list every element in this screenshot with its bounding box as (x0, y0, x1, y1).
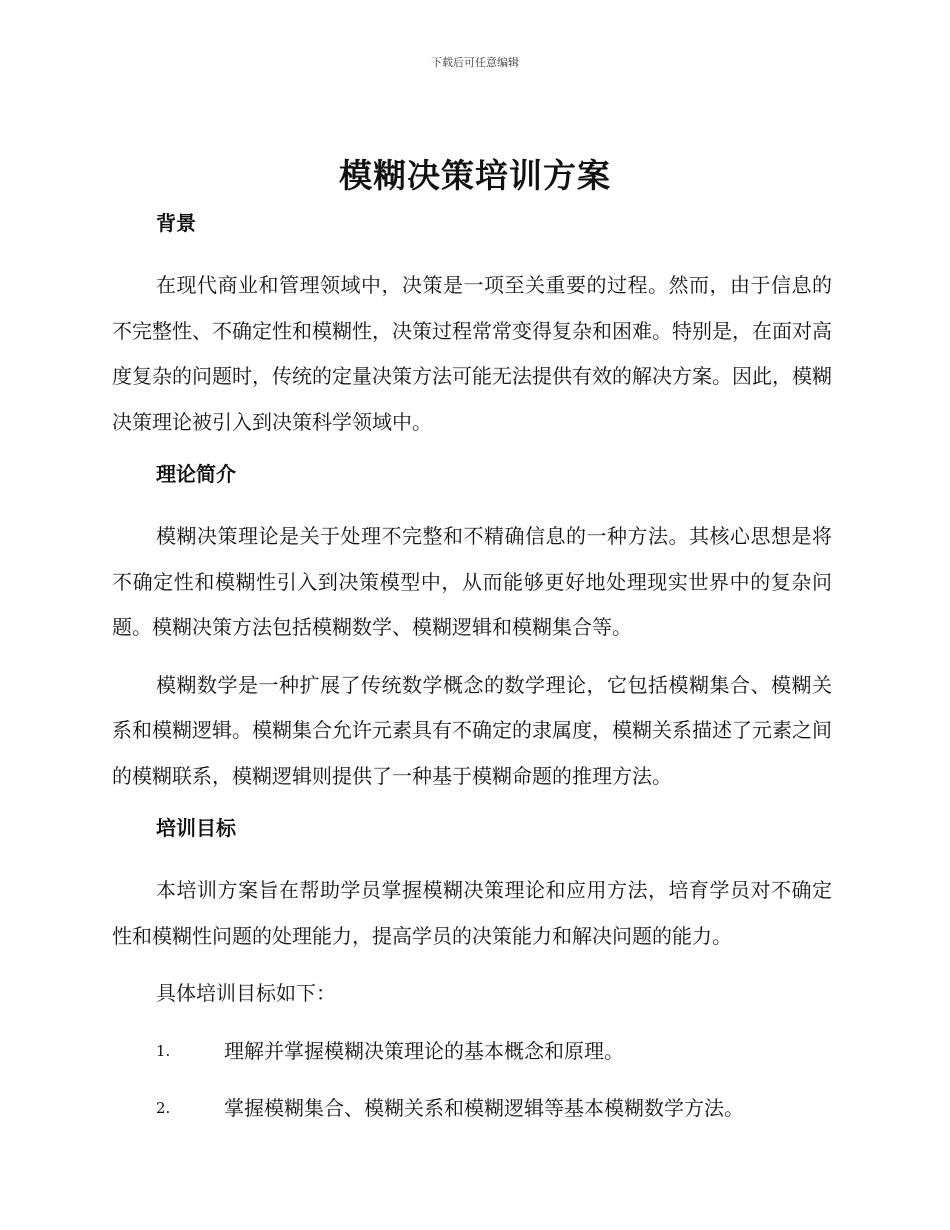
list-item-number: 2. (156, 1098, 171, 1117)
list-item (112, 1086, 832, 1131)
paragraph-theory-intro: 模糊决策理论是关于处理不完整和不精确信息的一种方法。其核心思想是将不确定性和模糊性引入到决策模型中，从而能够更好地处理现实世界中的复杂问题。模糊决策方法包括模糊数学、模糊逻辑和模糊集合等。 (112, 524, 832, 639)
section-heading-goals: 培训目标 (156, 816, 236, 840)
paragraph-fuzzy-math: 模糊数学是一种扩展了传统数学概念的数学理论，它包括模糊集合、模糊关系和模糊逻辑。模糊集合允许元素具有不确定的隶属度，模糊关系描述了元素之间的模糊联系，模糊逻辑则提供了一种基于模糊命题的推理方法。 (112, 672, 832, 788)
paragraph-goals-intro: 本培训方案旨在帮助学员掌握模糊决策理论和应用方法，培育学员对不确定性和模糊性问题的处理能力，提高学员的决策能力和解决问题的能力。 (112, 878, 832, 948)
list-item-number: 1. (156, 1041, 171, 1060)
document-title: 模糊决策培训方案 (339, 156, 611, 195)
section-heading-background: 背景 (156, 211, 196, 235)
list-item-text: 理解并掌握模糊决策理论的基本概念和原理。 (224, 1038, 624, 1063)
list-item (112, 1029, 832, 1074)
section-heading-theory: 理论简介 (156, 462, 236, 486)
document-body (112, 206, 832, 1131)
list-item-text: 掌握模糊集合、模糊关系和模糊逻辑等基本模糊数学方法。 (224, 1095, 744, 1120)
paragraph-background: 在现代商业和管理领域中，决策是一项至关重要的过程。然而，由于信息的不完整性、不确定性和模糊性，决策过程常常变得复杂和困难。特别是，在面对高度复杂的问题时，传统的定量决策方法可能无法提供有效的解决方案。因此，模糊决策理论被引入到决策科学领域中。 (112, 273, 832, 434)
paragraph-goals-lead: 具体培训目标如下： (156, 981, 336, 1005)
page-header-note: 下载后可任意编辑 (431, 56, 519, 69)
